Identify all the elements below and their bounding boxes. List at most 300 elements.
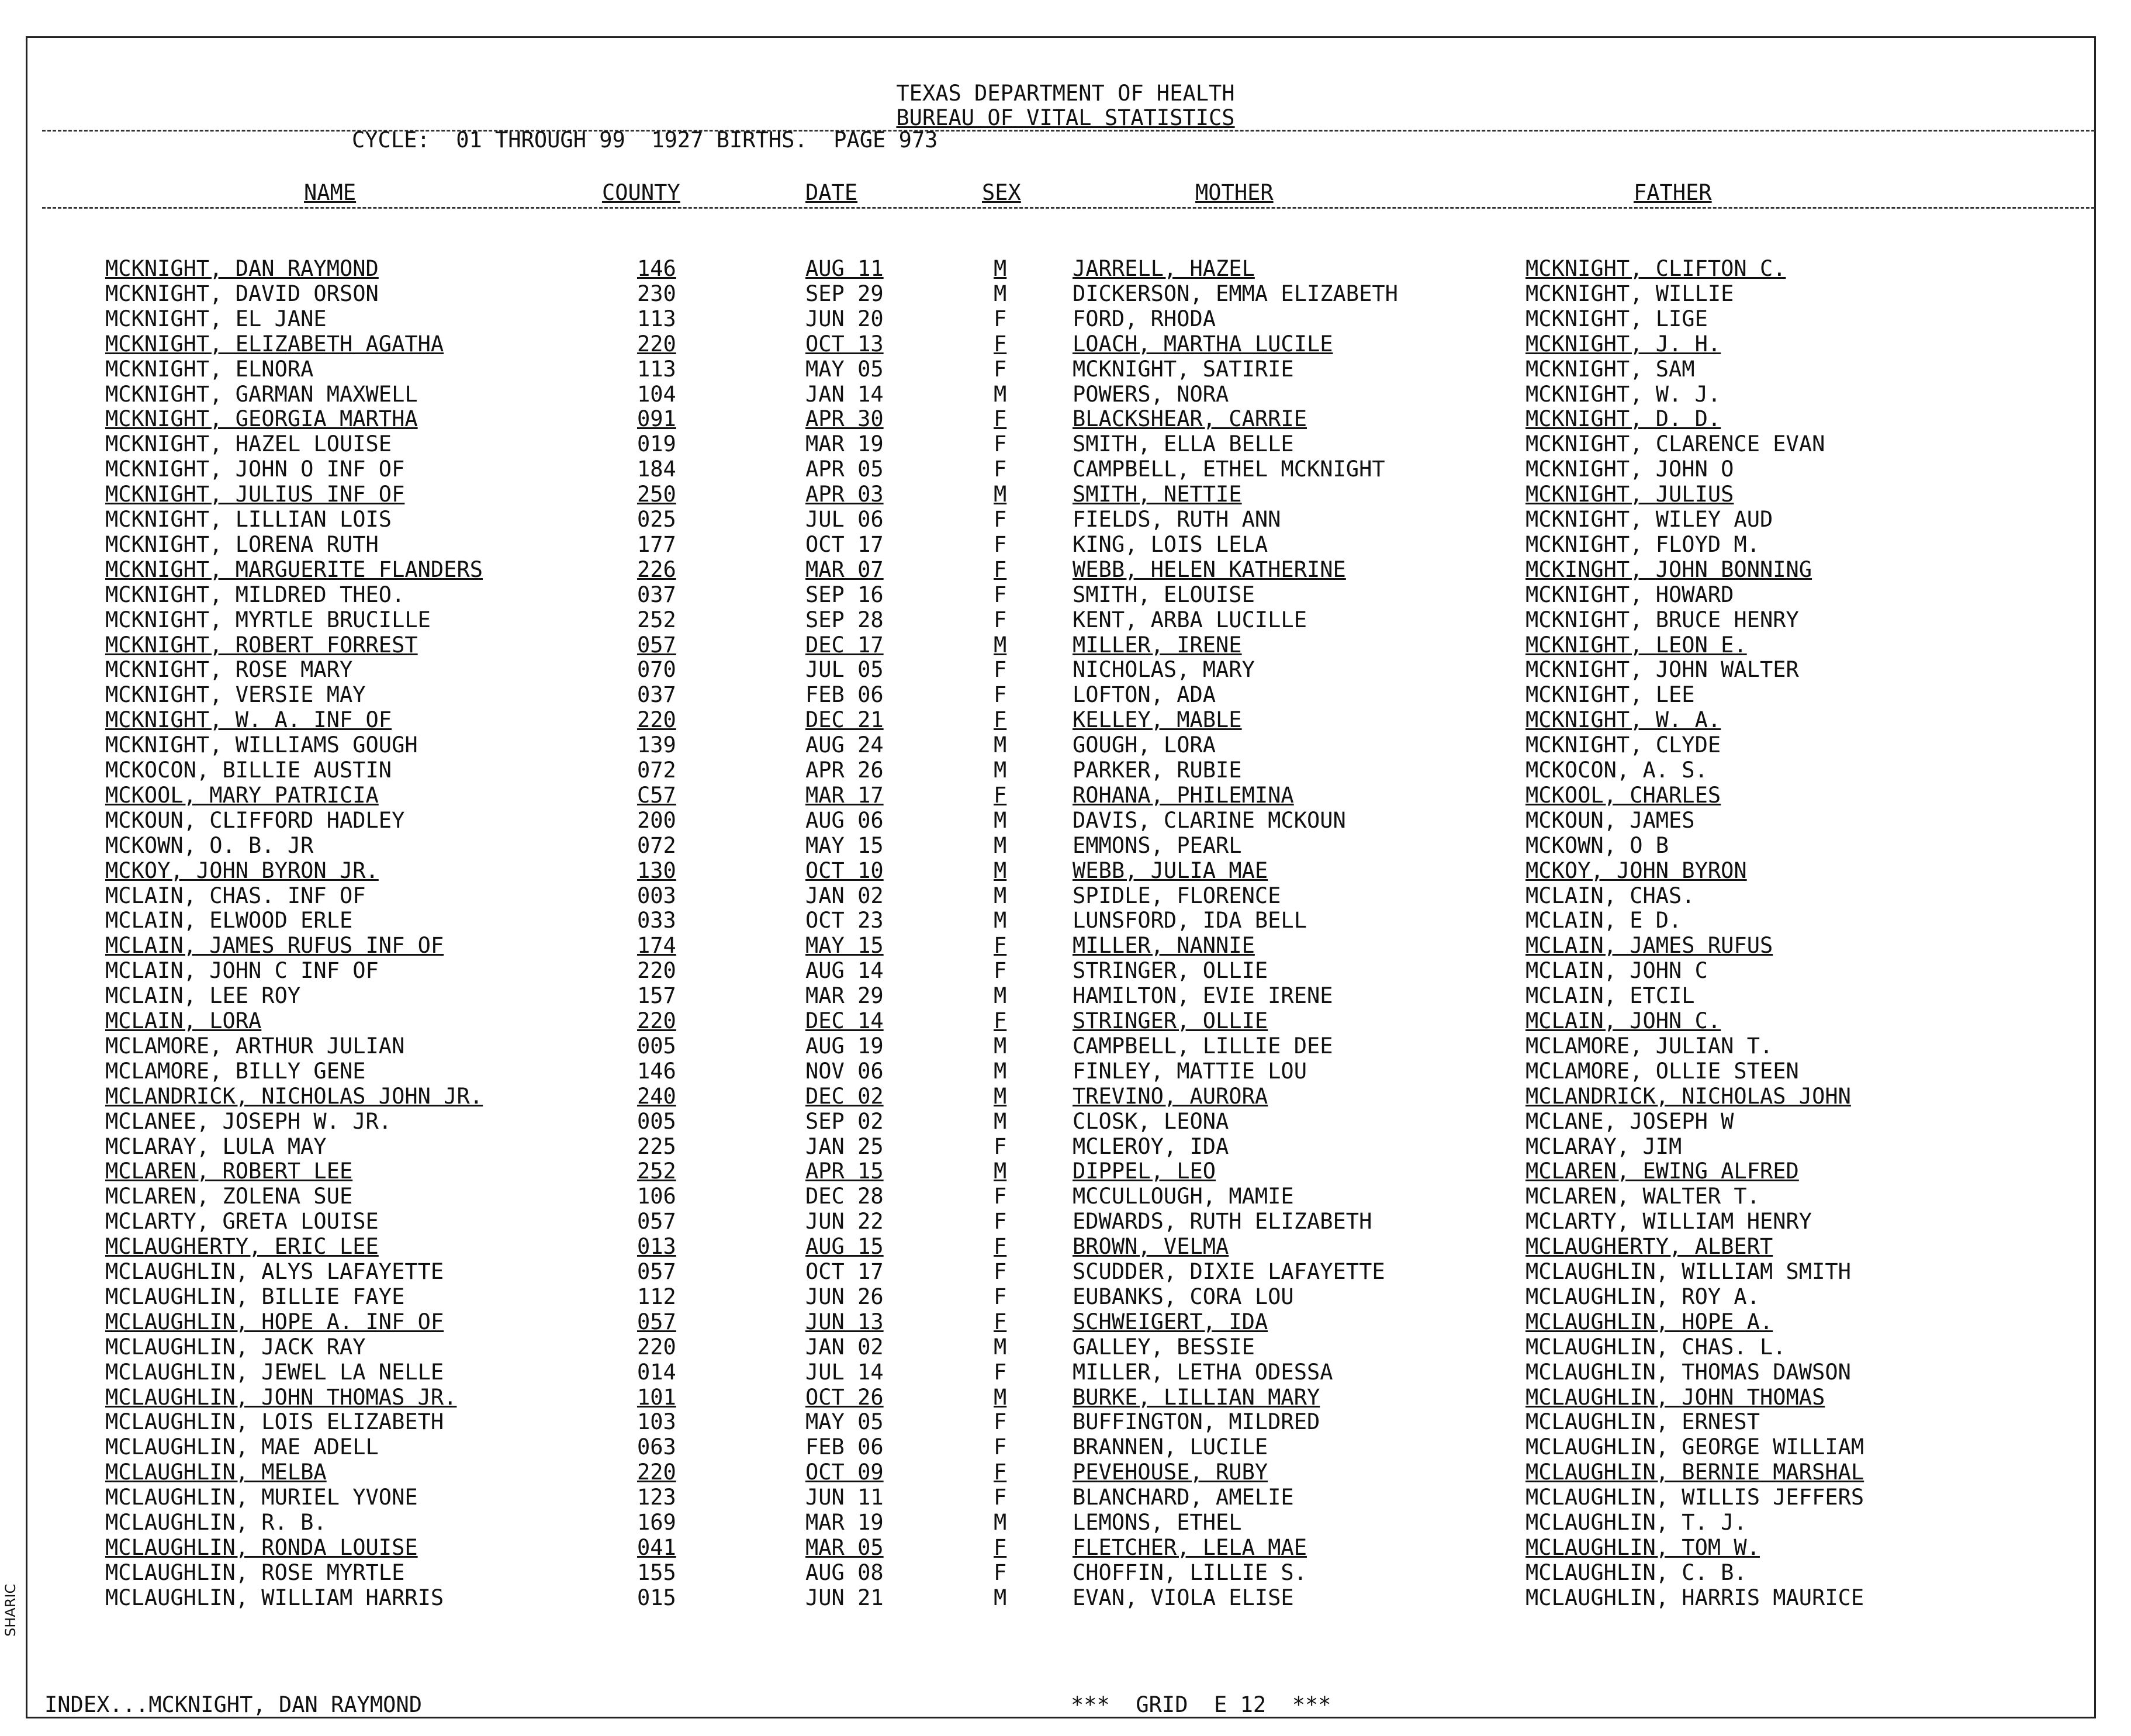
record-sex: F — [994, 657, 1007, 683]
table-row — [0, 1209, 2131, 1233]
record-father: MCLAUGHLIN, TOM W. — [1525, 1534, 1760, 1560]
record-date: DEC 17 — [805, 632, 884, 658]
record-father: MCKNIGHT, JOHN WALTER — [1525, 657, 1799, 683]
record-name: MCLAUGHERTY, ERIC LEE — [105, 1234, 379, 1260]
record-mother: LOFTON, ADA — [1073, 682, 1216, 708]
record-date: DEC 21 — [805, 707, 884, 733]
record-name: MCLAUGHLIN, BILLIE FAYE — [105, 1284, 405, 1309]
record-county: 104 — [637, 381, 676, 407]
record-date: OCT 26 — [805, 1384, 884, 1410]
record-sex: M — [994, 381, 1007, 407]
record-county: 220 — [637, 707, 676, 733]
record-father: MCLARTY, WILLIAM HENRY — [1525, 1209, 1812, 1234]
header-divider — [42, 130, 2095, 132]
bureau-title: BUREAU OF VITAL STATISTICS — [896, 105, 1235, 130]
record-county: 057 — [637, 632, 676, 658]
record-date: AUG 14 — [805, 958, 884, 984]
record-county: 240 — [637, 1083, 676, 1109]
record-sex: F — [994, 306, 1007, 331]
record-name: MCKNIGHT, EL JANE — [105, 306, 327, 331]
record-mother: PEVEHOUSE, RUBY — [1073, 1460, 1268, 1485]
table-row — [0, 306, 2131, 331]
record-name: MCKOUN, CLIFFORD HADLEY — [105, 807, 405, 833]
record-date: APR 05 — [805, 457, 884, 482]
record-sex: M — [994, 908, 1007, 933]
record-name: MCLAUGHLIN, WILLIAM HARRIS — [105, 1585, 444, 1610]
record-date: MAR 05 — [805, 1534, 884, 1560]
record-county: 184 — [637, 457, 676, 482]
record-name: MCLAUGHLIN, MAE ADELL — [105, 1434, 379, 1460]
record-mother: SCUDDER, DIXIE LAFAYETTE — [1073, 1259, 1385, 1284]
table-row — [0, 783, 2131, 807]
record-county: 220 — [637, 1008, 676, 1033]
record-sex: F — [994, 1460, 1007, 1485]
record-name: MCKNIGHT, JOHN O INF OF — [105, 457, 405, 482]
table-row — [0, 431, 2131, 456]
record-sex: M — [994, 1334, 1007, 1360]
table-row — [0, 557, 2131, 582]
record-date: SEP 28 — [805, 607, 884, 632]
record-county: 220 — [637, 1334, 676, 1360]
record-sex: F — [994, 607, 1007, 632]
record-father: MCLAMORE, JULIAN T. — [1525, 1033, 1773, 1059]
record-county: 250 — [637, 482, 676, 507]
table-row — [0, 883, 2131, 908]
record-date: JUN 26 — [805, 1284, 884, 1309]
record-father: MCLAREN, EWING ALFRED — [1525, 1159, 1799, 1184]
table-row — [0, 758, 2131, 782]
record-date: MAR 19 — [805, 1510, 884, 1535]
record-name: MCLAUGHLIN, JACK RAY — [105, 1334, 366, 1360]
record-mother: EDWARDS, RUTH ELIZABETH — [1073, 1209, 1372, 1234]
record-father: MCKOOL, CHARLES — [1525, 782, 1721, 808]
record-sex: F — [994, 556, 1007, 582]
record-sex: F — [994, 1008, 1007, 1033]
record-mother: PARKER, RUBIE — [1073, 758, 1242, 783]
table-row — [0, 732, 2131, 757]
record-name: MCKOCON, BILLIE AUSTIN — [105, 758, 392, 783]
record-name: MCLANEE, JOSEPH W. JR. — [105, 1108, 392, 1134]
table-row — [0, 682, 2131, 707]
table-row — [0, 382, 2131, 406]
record-name: MCLAIN, LORA — [105, 1008, 262, 1033]
record-name: MCKNIGHT, W. A. INF OF — [105, 707, 392, 733]
record-mother: MCKNIGHT, SATIRIE — [1073, 356, 1294, 382]
record-name: MCKNIGHT, WILLIAMS GOUGH — [105, 732, 418, 758]
record-sex: F — [994, 682, 1007, 708]
record-mother: MCCULLOUGH, MAMIE — [1073, 1184, 1294, 1209]
record-mother: KELLEY, MABLE — [1073, 707, 1242, 733]
record-date: JAN 02 — [805, 1334, 884, 1360]
record-mother: BROWN, VELMA — [1073, 1234, 1229, 1260]
table-row — [0, 933, 2131, 957]
table-row — [0, 1134, 2131, 1159]
record-county: 041 — [637, 1534, 676, 1560]
record-date: OCT 09 — [805, 1460, 884, 1485]
table-row — [0, 1309, 2131, 1334]
record-county: 091 — [637, 406, 676, 432]
record-date: JUL 14 — [805, 1359, 884, 1385]
table-row — [0, 457, 2131, 481]
table-row — [0, 256, 2131, 281]
record-sex: M — [994, 1384, 1007, 1410]
record-county: 072 — [637, 832, 676, 858]
record-name: MCLAUGHLIN, MELBA — [105, 1460, 327, 1485]
table-row — [0, 657, 2131, 682]
record-county: 220 — [637, 331, 676, 357]
record-sex: F — [994, 707, 1007, 733]
record-county: 230 — [637, 281, 676, 306]
record-name: MCKNIGHT, ROSE MARY — [105, 657, 353, 683]
table-row — [0, 1485, 2131, 1509]
record-date: DEC 02 — [805, 1083, 884, 1109]
table-row — [0, 1385, 2131, 1409]
record-mother: BLANCHARD, AMELIE — [1073, 1485, 1294, 1510]
record-father: MCLAIN, JOHN C — [1525, 958, 1708, 984]
record-date: AUG 15 — [805, 1234, 884, 1260]
record-county: 220 — [637, 1460, 676, 1485]
record-date: JUN 11 — [805, 1485, 884, 1510]
record-date: JUN 20 — [805, 306, 884, 331]
record-father: MCLARAY, JIM — [1525, 1133, 1682, 1159]
record-father: MCLAUGHLIN, JOHN THOMAS — [1525, 1384, 1825, 1410]
record-county: 155 — [637, 1559, 676, 1585]
record-date: APR 15 — [805, 1159, 884, 1184]
table-row — [0, 1560, 2131, 1585]
table-row — [0, 1259, 2131, 1284]
record-county: 139 — [637, 732, 676, 758]
table-row — [0, 1008, 2131, 1033]
record-father: MCKNIGHT, JOHN O — [1525, 457, 1734, 482]
record-father: MCLANDRICK, NICHOLAS JOHN — [1525, 1083, 1851, 1109]
record-father: MCLAUGHLIN, THOMAS DAWSON — [1525, 1359, 1851, 1385]
record-date: APR 30 — [805, 406, 884, 432]
record-name: MCKNIGHT, MARGUERITE FLANDERS — [105, 556, 483, 582]
table-row — [0, 1234, 2131, 1258]
record-mother: LOACH, MARTHA LUCILE — [1073, 331, 1333, 357]
record-county: 106 — [637, 1184, 676, 1209]
record-name: MCLAUGHLIN, LOIS ELIZABETH — [105, 1409, 444, 1435]
record-county: 252 — [637, 607, 676, 632]
record-county: 013 — [637, 1234, 676, 1260]
record-name: MCKOY, JOHN BYRON JR. — [105, 857, 379, 883]
record-father: MCKNIGHT, JULIUS — [1525, 482, 1734, 507]
record-name: MCKNIGHT, MYRTLE BRUCILLE — [105, 607, 431, 632]
record-mother: MCLEROY, IDA — [1073, 1133, 1229, 1159]
record-sex: M — [994, 758, 1007, 783]
record-date: MAY 05 — [805, 356, 884, 382]
record-date: JUL 05 — [805, 657, 884, 683]
record-name: MCLAREN, ROBERT LEE — [105, 1159, 353, 1184]
column-divider — [42, 207, 2095, 209]
record-father: MCKNIGHT, BRUCE HENRY — [1525, 607, 1799, 632]
record-father: MCLAUGHLIN, WILLIAM SMITH — [1525, 1259, 1851, 1284]
record-father: MCKOUN, JAMES — [1525, 807, 1695, 833]
record-mother: POWERS, NORA — [1073, 381, 1229, 407]
record-date: OCT 10 — [805, 857, 884, 883]
record-father: MCLAIN, JAMES RUFUS — [1525, 933, 1773, 959]
record-sex: F — [994, 582, 1007, 607]
table-row — [0, 958, 2131, 983]
record-name: MCKNIGHT, ELNORA — [105, 356, 314, 382]
record-father: MCLAUGHLIN, HARRIS MAURICE — [1525, 1585, 1864, 1610]
record-mother: STRINGER, OLLIE — [1073, 1008, 1268, 1033]
record-mother: KING, LOIS LELA — [1073, 531, 1268, 557]
record-mother: FIELDS, RUTH ANN — [1073, 507, 1281, 532]
record-date: JAN 02 — [805, 883, 884, 908]
record-mother: SPIDLE, FLORENCE — [1073, 883, 1281, 908]
record-father: MCKNIGHT, WILEY AUD — [1525, 507, 1773, 532]
record-name: MCLAUGHLIN, JEWEL LA NELLE — [105, 1359, 444, 1385]
record-father: MCKOCON, A. S. — [1525, 758, 1708, 783]
record-county: 146 — [637, 256, 676, 281]
table-row — [0, 858, 2131, 883]
record-date: OCT 13 — [805, 331, 884, 357]
table-row — [0, 482, 2131, 506]
record-sex: M — [994, 807, 1007, 833]
record-date: FEB 06 — [805, 682, 884, 708]
record-mother: SMITH, ELOUISE — [1073, 582, 1255, 607]
table-row — [0, 1434, 2131, 1459]
record-sex: F — [994, 1534, 1007, 1560]
record-mother: WEBB, HELEN KATHERINE — [1073, 556, 1346, 582]
record-mother: KENT, ARBA LUCILLE — [1073, 607, 1307, 632]
record-name: MCKNIGHT, DAN RAYMOND — [105, 256, 379, 281]
record-father: MCLAMORE, OLLIE STEEN — [1525, 1058, 1799, 1084]
record-date: SEP 02 — [805, 1108, 884, 1134]
record-father: MCKNIGHT, LIGE — [1525, 306, 1708, 331]
record-mother: LUNSFORD, IDA BELL — [1073, 908, 1307, 933]
record-sex: M — [994, 482, 1007, 507]
table-row — [0, 507, 2131, 531]
record-sex: F — [994, 431, 1007, 457]
record-sex: F — [994, 457, 1007, 482]
record-mother: SCHWEIGERT, IDA — [1073, 1309, 1268, 1334]
record-sex: F — [994, 933, 1007, 959]
record-date: MAR 17 — [805, 782, 884, 808]
column-header-date: DATE — [805, 180, 858, 205]
record-father: MCLAUGHLIN, ROY A. — [1525, 1284, 1760, 1309]
record-date: SEP 29 — [805, 281, 884, 306]
record-father: MCKINGHT, JOHN BONNING — [1525, 556, 1812, 582]
record-date: JUL 06 — [805, 507, 884, 532]
record-sex: F — [994, 1284, 1007, 1309]
record-date: JAN 25 — [805, 1133, 884, 1159]
record-mother: HAMILTON, EVIE IRENE — [1073, 983, 1333, 1009]
record-name: MCLAMORE, BILLY GENE — [105, 1058, 366, 1084]
record-name: MCKOOL, MARY PATRICIA — [105, 782, 379, 808]
record-mother: DICKERSON, EMMA ELIZABETH — [1073, 281, 1398, 306]
record-sex: M — [994, 1058, 1007, 1084]
record-date: AUG 06 — [805, 807, 884, 833]
record-date: SEP 16 — [805, 582, 884, 607]
record-father: MCKNIGHT, J. H. — [1525, 331, 1721, 357]
record-name: MCKNIGHT, GARMAN MAXWELL — [105, 381, 418, 407]
record-name: MCKNIGHT, LORENA RUTH — [105, 531, 379, 557]
record-mother: CAMPBELL, ETHEL MCKNIGHT — [1073, 457, 1385, 482]
table-row — [0, 808, 2131, 832]
table-row — [0, 1535, 2131, 1559]
record-county: 225 — [637, 1133, 676, 1159]
column-header-name: NAME — [304, 180, 357, 205]
record-date: MAR 29 — [805, 983, 884, 1009]
record-father: MCKNIGHT, CLIFTON C. — [1525, 256, 1786, 281]
table-row — [0, 1059, 2131, 1083]
record-sex: F — [994, 1133, 1007, 1159]
record-sex: M — [994, 832, 1007, 858]
table-row — [0, 582, 2131, 607]
record-date: OCT 23 — [805, 908, 884, 933]
record-sex: F — [994, 1559, 1007, 1585]
record-county: C57 — [637, 782, 676, 808]
table-row — [0, 532, 2131, 556]
table-row — [0, 1460, 2131, 1484]
index-label: INDEX...MCKNIGHT, DAN RAYMOND — [44, 1692, 423, 1717]
record-sex: M — [994, 1033, 1007, 1059]
record-mother: DIPPEL, LEO — [1073, 1159, 1216, 1184]
record-date: AUG 11 — [805, 256, 884, 281]
record-date: DEC 28 — [805, 1184, 884, 1209]
record-name: MCLAUGHLIN, ALYS LAFAYETTE — [105, 1259, 444, 1284]
grid-label: *** GRID E 12 *** — [1071, 1692, 1331, 1717]
table-row — [0, 1585, 2131, 1610]
record-date: FEB 06 — [805, 1434, 884, 1460]
record-sex: M — [994, 632, 1007, 658]
record-county: 025 — [637, 507, 676, 532]
record-mother: BRANNEN, LUCILE — [1073, 1434, 1268, 1460]
record-date: JUN 22 — [805, 1209, 884, 1234]
record-name: MCLAUGHLIN, HOPE A. INF OF — [105, 1309, 444, 1334]
record-mother: MILLER, LETHA ODESSA — [1073, 1359, 1333, 1385]
record-sex: F — [994, 1209, 1007, 1234]
record-name: MCLAREN, ZOLENA SUE — [105, 1184, 353, 1209]
record-sex: M — [994, 1510, 1007, 1535]
record-name: MCLAIN, LEE ROY — [105, 983, 301, 1009]
record-sex: F — [994, 1234, 1007, 1260]
table-row — [0, 1159, 2131, 1183]
record-father: MCLAUGHLIN, C. B. — [1525, 1559, 1747, 1585]
record-county: 101 — [637, 1384, 676, 1410]
record-father: MCKOY, JOHN BYRON — [1525, 857, 1747, 883]
record-father: MCKNIGHT, FLOYD M. — [1525, 531, 1760, 557]
table-row — [0, 1409, 2131, 1434]
cycle-line: CYCLE: 01 THROUGH 99 1927 BIRTHS. PAGE 973 — [352, 127, 938, 153]
record-sex: M — [994, 883, 1007, 908]
record-name: MCLANDRICK, NICHOLAS JOHN JR. — [105, 1083, 483, 1109]
record-sex: F — [994, 356, 1007, 382]
record-mother: LEMONS, ETHEL — [1073, 1510, 1242, 1535]
record-date: JAN 14 — [805, 381, 884, 407]
record-father: MCKNIGHT, WILLIE — [1525, 281, 1734, 306]
record-date: AUG 08 — [805, 1559, 884, 1585]
record-name: MCLAUGHLIN, ROSE MYRTLE — [105, 1559, 405, 1585]
record-name: MCLAMORE, ARTHUR JULIAN — [105, 1033, 405, 1059]
column-header-county: COUNTY — [602, 180, 680, 205]
record-father: MCLAIN, ETCIL — [1525, 983, 1695, 1009]
record-mother: DAVIS, CLARINE MCKOUN — [1073, 807, 1346, 833]
record-date: OCT 17 — [805, 1259, 884, 1284]
record-sex: F — [994, 1485, 1007, 1510]
record-mother: CLOSK, LEONA — [1073, 1108, 1229, 1134]
record-county: 037 — [637, 682, 676, 708]
record-mother: MILLER, NANNIE — [1073, 933, 1255, 959]
record-mother: NICHOLAS, MARY — [1073, 657, 1255, 683]
record-sex: F — [994, 1434, 1007, 1460]
record-date: AUG 24 — [805, 732, 884, 758]
record-mother: CAMPBELL, LILLIE DEE — [1073, 1033, 1333, 1059]
record-name: MCLAIN, CHAS. INF OF — [105, 883, 366, 908]
record-county: 057 — [637, 1309, 676, 1334]
record-date: MAY 15 — [805, 832, 884, 858]
column-header-mother: MOTHER — [1195, 180, 1274, 205]
record-county: 177 — [637, 531, 676, 557]
record-father: MCLAUGHLIN, BERNIE MARSHAL — [1525, 1460, 1864, 1485]
record-date: AUG 19 — [805, 1033, 884, 1059]
table-row — [0, 1109, 2131, 1133]
record-father: MCLAUGHLIN, GEORGE WILLIAM — [1525, 1434, 1864, 1460]
record-county: 019 — [637, 431, 676, 457]
record-sex: M — [994, 1083, 1007, 1109]
record-county: 037 — [637, 582, 676, 607]
table-row — [0, 331, 2131, 356]
record-sex: M — [994, 857, 1007, 883]
record-name: MCKNIGHT, JULIUS INF OF — [105, 482, 405, 507]
record-county: 169 — [637, 1510, 676, 1535]
record-sex: M — [994, 281, 1007, 306]
table-row — [0, 1084, 2131, 1108]
record-county: 123 — [637, 1485, 676, 1510]
record-county: 200 — [637, 807, 676, 833]
record-county: 070 — [637, 657, 676, 683]
record-father: MCKNIGHT, CLYDE — [1525, 732, 1721, 758]
record-father: MCKNIGHT, W. J. — [1525, 381, 1721, 407]
record-mother: SMITH, NETTIE — [1073, 482, 1242, 507]
record-sex: F — [994, 1359, 1007, 1385]
record-date: APR 03 — [805, 482, 884, 507]
record-father: MCLANE, JOSEPH W — [1525, 1108, 1734, 1134]
record-mother: CHOFFIN, LILLIE S. — [1073, 1559, 1307, 1585]
record-sex: M — [994, 732, 1007, 758]
record-mother: GOUGH, LORA — [1073, 732, 1216, 758]
record-name: MCKOWN, O. B. JR — [105, 832, 314, 858]
record-sex: F — [994, 531, 1007, 557]
record-mother: GALLEY, BESSIE — [1073, 1334, 1255, 1360]
table-row — [0, 1033, 2131, 1058]
record-mother: SMITH, ELLA BELLE — [1073, 431, 1294, 457]
record-date: MAR 07 — [805, 556, 884, 582]
department-title: TEXAS DEPARTMENT OF HEALTH — [896, 81, 1235, 106]
record-mother: BUFFINGTON, MILDRED — [1073, 1409, 1320, 1435]
record-father: MCKNIGHT, D. D. — [1525, 406, 1721, 432]
record-name: MCKNIGHT, DAVID ORSON — [105, 281, 379, 306]
record-sex: F — [994, 1259, 1007, 1284]
record-sex: F — [994, 1184, 1007, 1209]
column-header-father: FATHER — [1634, 180, 1712, 205]
record-name: MCLAIN, JAMES RUFUS INF OF — [105, 933, 444, 959]
record-date: NOV 06 — [805, 1058, 884, 1084]
record-father: MCLAREN, WALTER T. — [1525, 1184, 1760, 1209]
record-father: MCKNIGHT, W. A. — [1525, 707, 1721, 733]
record-date: OCT 17 — [805, 531, 884, 557]
record-date: JUN 13 — [805, 1309, 884, 1334]
record-name: MCLAUGHLIN, R. B. — [105, 1510, 327, 1535]
record-father: MCLAUGHERTY, ALBERT — [1525, 1234, 1773, 1260]
table-row — [0, 833, 2131, 857]
record-name: MCLAUGHLIN, JOHN THOMAS JR. — [105, 1384, 457, 1410]
record-county: 072 — [637, 758, 676, 783]
record-county: 033 — [637, 908, 676, 933]
record-sex: M — [994, 1108, 1007, 1134]
